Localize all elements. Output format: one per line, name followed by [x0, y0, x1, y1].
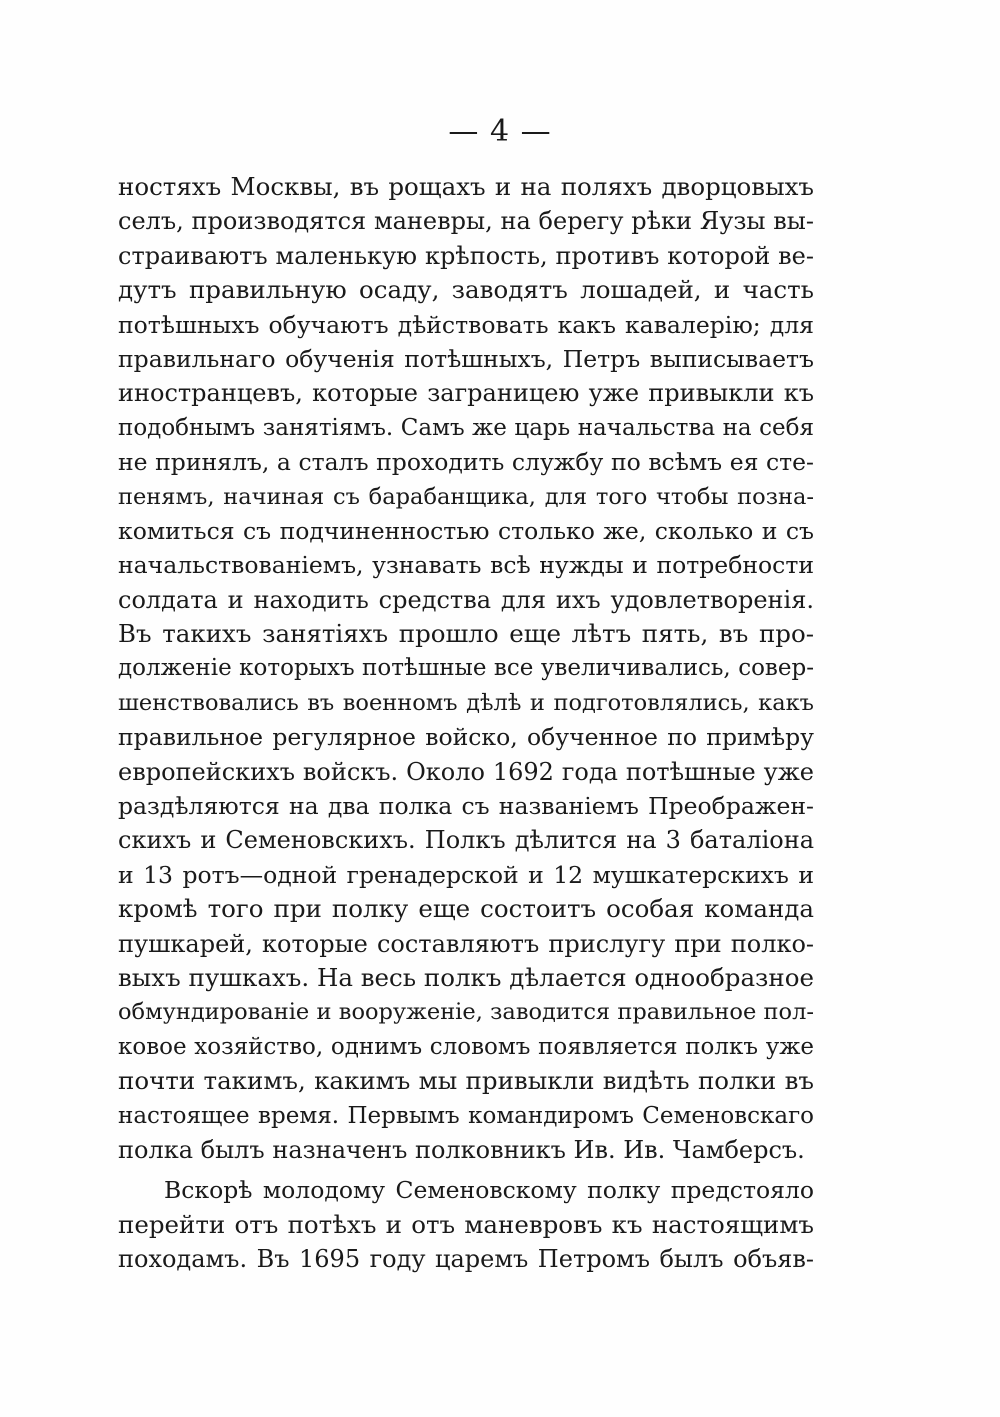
text-line: потѣшныхъ обучаютъ дѣйствовать какъ кавалерію; для — [118, 310, 814, 339]
text-line: солдата и находить средства для ихъ удовлетворенія. — [118, 585, 814, 614]
text-line: раздѣляются на два полка съ названіемъ Преображен- — [118, 792, 814, 821]
text-line: не принялъ, а сталъ проходить службу по всѣмъ ея сте- — [118, 448, 814, 477]
text-line: долженіе которыхъ потѣшные все увеличивались, совер- — [118, 655, 814, 682]
text-line: пушкарей, которые составляютъ прислугу при полко- — [118, 929, 814, 958]
text-line: подобнымъ занятіямъ. Самъ же царь начальства на себя — [118, 414, 814, 441]
text-line: ковое хозяйство, однимъ словомъ появляется полкъ уже — [118, 1033, 814, 1060]
text-line: пенямъ, начиная съ барабанщика, для того чтобы позна- — [118, 483, 814, 510]
text-line: дутъ правильную осаду, заводятъ лошадей, и часть — [118, 275, 814, 305]
text-line: шенствовались въ военномъ дѣлѣ и подготовлялись, какъ — [118, 689, 814, 716]
text-line: селъ, производятся маневры, на берегу рѣки Яузы вы- — [118, 207, 814, 236]
text-line: выхъ пушкахъ. На весь полкъ дѣлается однообразное — [118, 962, 814, 992]
text-line: Въ такихъ занятіяхъ прошло еще лѣтъ пять, въ про- — [118, 619, 814, 649]
text-line: перейти отъ потѣхъ и отъ маневровъ къ настоящимъ — [118, 1209, 814, 1239]
page-text — [118, 170, 814, 1277]
text-line: иностранцевъ, которые заграницею уже привыкли къ — [118, 379, 814, 408]
text-line: и 13 ротъ—одной гренадерской и 12 мушкатерскихъ и — [118, 860, 814, 889]
text-line: ностяхъ Москвы, въ рощахъ и на поляхъ дворцовыхъ — [118, 172, 814, 201]
text-line: страиваютъ маленькую крѣпость, противъ которой ве- — [118, 241, 814, 270]
text-line: кромѣ того при полку еще состоитъ особая команда — [118, 894, 814, 924]
text-line: обмундированіе и вооруженіе, заводится правильное пол- — [118, 999, 814, 1026]
text-line: скихъ и Семеновскихъ. Полкъ дѣлится на 3 баталіона — [118, 826, 814, 855]
text-line: полка былъ назначенъ полковникъ Ив. Ив. Чамберсъ. — [118, 1135, 805, 1164]
page-number: — 4 — — [448, 114, 552, 149]
text-line: правильнаго обученія потѣшныхъ, Петръ выписываетъ — [118, 344, 814, 373]
paragraph — [118, 1173, 814, 1276]
text-line: европейскихъ войскъ. Около 1692 года потѣшные уже — [118, 757, 814, 786]
text-line: начальствованіемъ, узнавать всѣ нужды и потребности — [118, 551, 814, 580]
text-line: Вскорѣ молодому Семеновскому полку предстояло — [164, 1176, 814, 1205]
text-line: настоящее время. Первымъ командиромъ Семеновскаго — [118, 1102, 814, 1129]
paragraph — [118, 170, 814, 1167]
text-line: правильное регулярное войско, обученное по примѣру — [118, 723, 814, 752]
text-line: комиться съ подчиненностью столько же, сколько и съ — [118, 516, 814, 545]
text-line: походамъ. Въ 1695 году царемъ Петромъ былъ объяв- — [118, 1245, 814, 1274]
text-line: почти такимъ, какимъ мы привыкли видѣть полки въ — [118, 1066, 814, 1096]
